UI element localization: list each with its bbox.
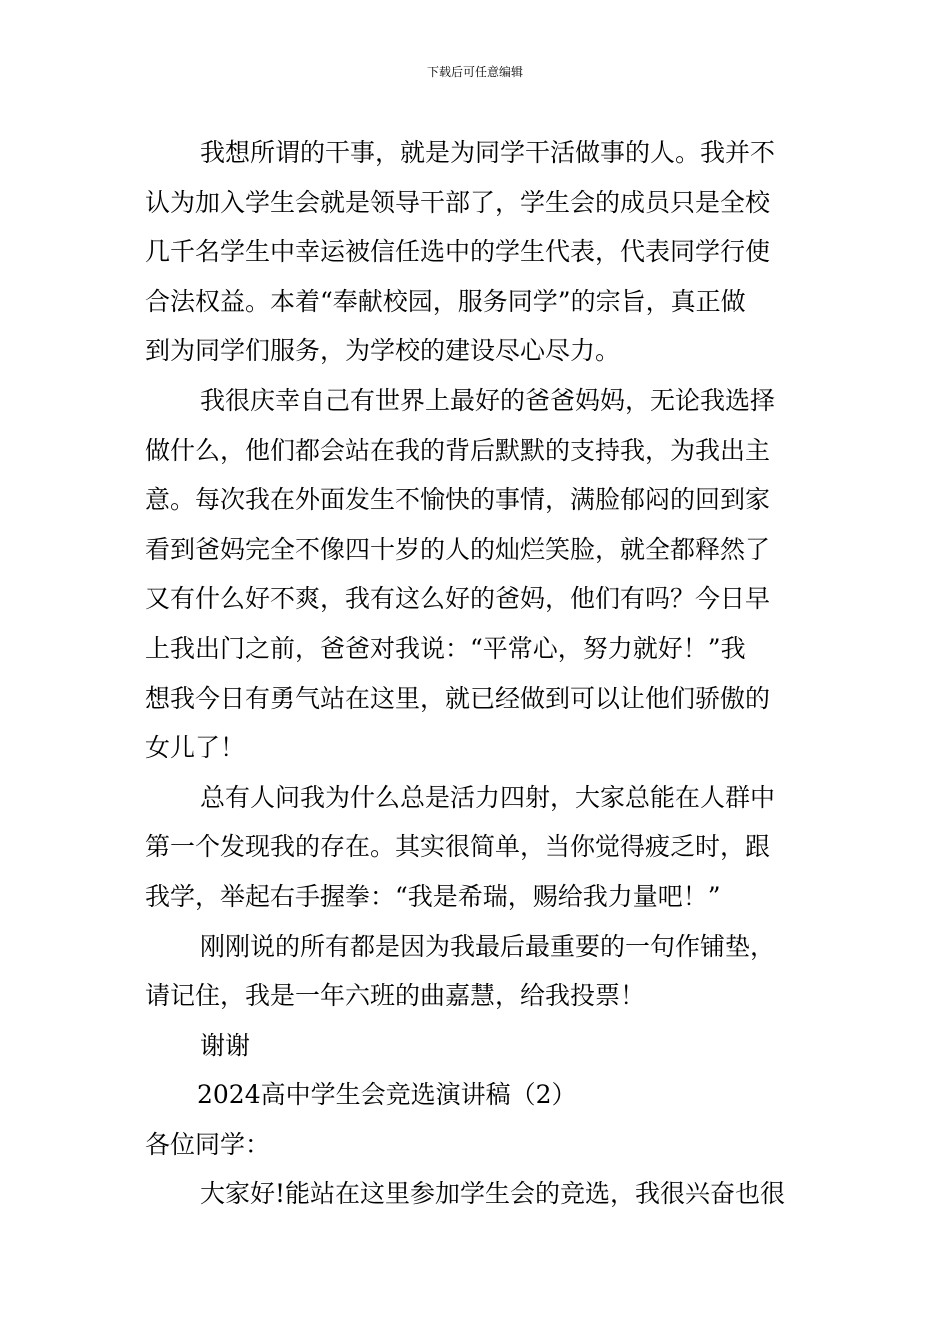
text-line: 看到爸妈完全不像四十岁的人的灿烂笑脸，就全都释然了 bbox=[145, 534, 771, 564]
text-line: 到为同学们服务，为学校的建设尽心尽力。 bbox=[145, 336, 621, 366]
text-line: 意。每次我在外面发生不愉快的事情，满脸郁闷的回到家 bbox=[145, 485, 771, 515]
text-line: 又有什么好不爽，我有这么好的爸妈，他们有吗？今日早 bbox=[145, 584, 771, 614]
text-line: 刚刚说的所有都是因为我最后最重要的一句作铺垫， bbox=[200, 931, 776, 961]
text-line: 合法权益。本着“奉献校园，服务同学”的宗旨，真正做 bbox=[145, 286, 746, 316]
page-header: 下载后可任意编辑 bbox=[426, 65, 523, 79]
text-line: 我想所谓的干事，就是为同学干活做事的人。我并不 bbox=[200, 138, 776, 167]
text-line: 大家好!能站在这里参加学生会的竞选，我很兴奋也很 bbox=[200, 1179, 786, 1209]
text-line: 我学，举起右手握拳：“我是希瑞，赐给我力量吧！” bbox=[145, 881, 721, 911]
text-line: 上我出门之前，爸爸对我说：“平常心，努力就好！”我 bbox=[145, 633, 746, 663]
text-line: 想我今日有勇气站在这里，就已经做到可以让他们骄傲的 bbox=[145, 683, 771, 713]
text-line: 认为加入学生会就是领导干部了，学生会的成员只是全校 bbox=[145, 187, 771, 217]
text-line: 总有人问我为什么总是活力四射，大家总能在人群中 bbox=[200, 782, 776, 812]
text-line: 几千名学生中幸运被信任选中的学生代表，代表同学行使 bbox=[145, 237, 771, 267]
document-body bbox=[145, 128, 810, 1219]
text-line: 请记住，我是一年六班的曲嘉慧，给我投票！ bbox=[145, 981, 646, 1011]
text-line: 我很庆幸自己有世界上最好的爸爸妈妈，无论我选择 bbox=[200, 385, 776, 415]
text-line: 第一个发现我的存在。其实很简单，当你觉得疲乏时，跟 bbox=[145, 832, 771, 862]
text-line: 谢谢 bbox=[200, 1030, 251, 1060]
salutation: 各位同学： bbox=[145, 1129, 271, 1159]
text-line: 女儿了！ bbox=[145, 733, 246, 763]
text-line: 做什么，他们都会站在我的背后默默的支持我，为我出主 bbox=[145, 435, 771, 465]
section-title: 2024高中学生会竞选演讲稿（2） bbox=[197, 1080, 577, 1110]
